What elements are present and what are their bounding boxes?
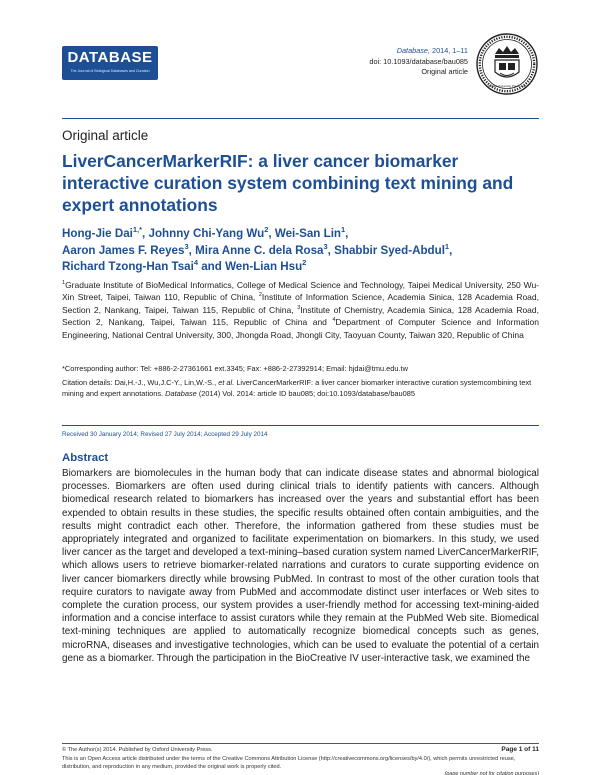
corresponding-mark: * bbox=[139, 225, 143, 235]
author-affiliation-mark: 4 bbox=[193, 258, 199, 268]
author-separator: , bbox=[327, 243, 335, 257]
citation-journal: Database bbox=[165, 388, 197, 398]
author-affiliation-mark: 2 bbox=[302, 258, 307, 268]
author-name[interactable]: Wei-San Lin bbox=[274, 227, 341, 240]
citation-number: 2014, 1–11 bbox=[432, 46, 468, 55]
author-list bbox=[62, 226, 539, 276]
affiliation-number: 1 bbox=[62, 280, 66, 287]
journal-name: Database, bbox=[396, 46, 430, 55]
page-number: Page 1 of 11 bbox=[501, 746, 539, 753]
affiliation-text: Graduate Institute of BioMedical Informatics, College of Medical Science and Technology, Taipei Medical University, 250 Wu-Xin Street, Taipei, Taiwan 110, Republic of China, bbox=[62, 280, 539, 303]
citation-etal: et al. bbox=[218, 378, 235, 387]
author-name[interactable]: Mira Anne C. dela Rosa bbox=[195, 243, 324, 257]
abstract-text: Biomarkers are biomolecules in the human body that can indicate disease states and abnormal biological processes. Biomarkers are often used during clinical trials to identify patients with cancers. Although biomedical research related to biomarkers has increased over the years and substantial effort has been expended to obtain results in these studies, the specific results obtained often contain ambiguities, and the results might contradict each other. Therefore, the information gathered from these studies must be appropriately integrated and organized to facilitate experimentation on biomarkers. In this study, we used liver cancer as the target and developed a text-mining–based curation system named LiverCancerMarkerRIF, which allows users to retrieve biomarker-related narrations and curators to curate supporting evidence on liver cancer biomarkers directly while browsing PubMed. In contrast to most of the other curation tools that require curators to navigate away from PubMed and accommodate distinct user interfaces or Web sites to complete the curation process, our system provides a user-friendly method for accessing text-mining-aided information and a concise interface to assist curators while they remain at the PubMed Web site. Biomedical text-mining techniques are applied to automatically recognize biomedical concepts such as genes, microRNA, diseases and investigative technologies, which can be used to evaluate the potential of a certain gene as a biomarker. Through the participation in the BioCreative IV user-interactive task, we examined the bbox=[62, 468, 539, 664]
affiliation-number: 4 bbox=[332, 317, 336, 324]
license-notice: This is an Open Access article distributed under the terms of the Creative Commons Attribution License (http://creativecommons.org/licenses/by/4.0/), which permits unrestricted reuse, distribution, and reproduction in any medium, provided the original work is properly cited. bbox=[62, 756, 516, 771]
author-affiliation-mark: 3 bbox=[323, 241, 328, 251]
received-dates: Received 30 January 2014; Revised 27 July 2014; Accepted 29 July 2014 bbox=[62, 431, 268, 438]
author-affiliation-mark: 2 bbox=[264, 225, 269, 235]
author-separator: , bbox=[188, 243, 196, 257]
doi-text[interactable]: doi: 10.1093/database/bau085 bbox=[369, 56, 468, 66]
section-label: Original article bbox=[62, 128, 149, 143]
affiliation-number: 3 bbox=[297, 304, 301, 311]
citation-middle: LiverCancerMarkerRIF: a liver cancer biomarker interactive curation systemcombining text mining and expert annotations. bbox=[62, 378, 532, 398]
copyright-notice: © The Author(s) 2014. Published by Oxford University Press. bbox=[62, 747, 213, 753]
logo-subtitle: The Journal of Biological Databases and Curation bbox=[70, 69, 150, 73]
author-name[interactable]: Wen-Lian Hsu bbox=[225, 260, 303, 273]
affiliation-text: Institute of Chemistry, Academia Sinica, 128 Academia Road, Section 2, Nankang, Taipei, Taiwan 115, Republic of China and bbox=[62, 304, 540, 328]
corresponding-author: *Corresponding author: Tel: +886-2-27361661 ext.3345; Fax: +886-2-27392914; Email: hjdai@tmu.edu.tw bbox=[62, 364, 408, 373]
section-rule bbox=[62, 425, 539, 426]
author-name[interactable]: Johnny Chi-Yang Wu bbox=[148, 227, 265, 240]
logo-text: DATABASE bbox=[67, 49, 153, 66]
header-rule bbox=[62, 118, 539, 119]
author-affiliation-mark bbox=[133, 225, 142, 234]
journal-logo bbox=[62, 46, 158, 80]
author-separator: , bbox=[449, 243, 453, 257]
author-name[interactable]: Hong-Jie Dai bbox=[62, 227, 133, 240]
oup-seal-icon bbox=[475, 32, 539, 96]
citation-note: (page number not for citation purposes) bbox=[444, 771, 539, 775]
author-separator: and bbox=[198, 260, 226, 273]
article-type-label: Original article bbox=[421, 67, 468, 77]
author-name[interactable]: Richard Tzong-Han Tsai bbox=[62, 260, 194, 273]
affiliation-text: Department of Computer Science and Information Engineering, National Central University, 300, Jhongda Road, Jhongli City, Taoyuan County, Taiwan 320, Republic of China bbox=[62, 317, 539, 340]
citation-suffix: (2014) Vol. 2014: article ID bau085; doi:10.1093/database/bau085 bbox=[198, 388, 415, 398]
author-affiliation-mark: 1 bbox=[341, 225, 346, 235]
citation-details bbox=[62, 378, 539, 400]
abstract-heading: Abstract bbox=[62, 452, 109, 464]
author-affiliation-mark: 1 bbox=[444, 241, 450, 251]
citation-line bbox=[369, 46, 468, 57]
journal-citation bbox=[369, 46, 468, 78]
article-title: LiverCancerMarkerRIF: a liver cancer biomarker interactive curation system combining text mining and expert annotations bbox=[62, 151, 514, 215]
affiliations bbox=[62, 279, 539, 341]
seal-label: Oxford University Press seal bbox=[488, 84, 526, 88]
author-separator: , bbox=[142, 227, 149, 240]
author-name[interactable]: Shabbir Syed-Abdul bbox=[334, 243, 445, 257]
footer-rule bbox=[62, 743, 539, 744]
affiliation-number: 2 bbox=[258, 292, 262, 299]
author-affiliation-mark: 3 bbox=[184, 241, 189, 251]
author-separator: , bbox=[345, 227, 349, 240]
author-name[interactable]: Aaron James F. Reyes bbox=[62, 243, 185, 257]
affiliation-text: Institute of Information Science, Academia Sinica, 128 Academia Road, Section 2, Nankang, Taipei, Taiwan 115, Republic of China, bbox=[62, 292, 539, 315]
author-separator: , bbox=[268, 227, 275, 240]
citation-prefix: Citation details: Dai,H.-J., Wu,J.C-Y., Lin,W.-S., bbox=[62, 378, 217, 387]
affiliation-number: 1, bbox=[132, 225, 140, 235]
